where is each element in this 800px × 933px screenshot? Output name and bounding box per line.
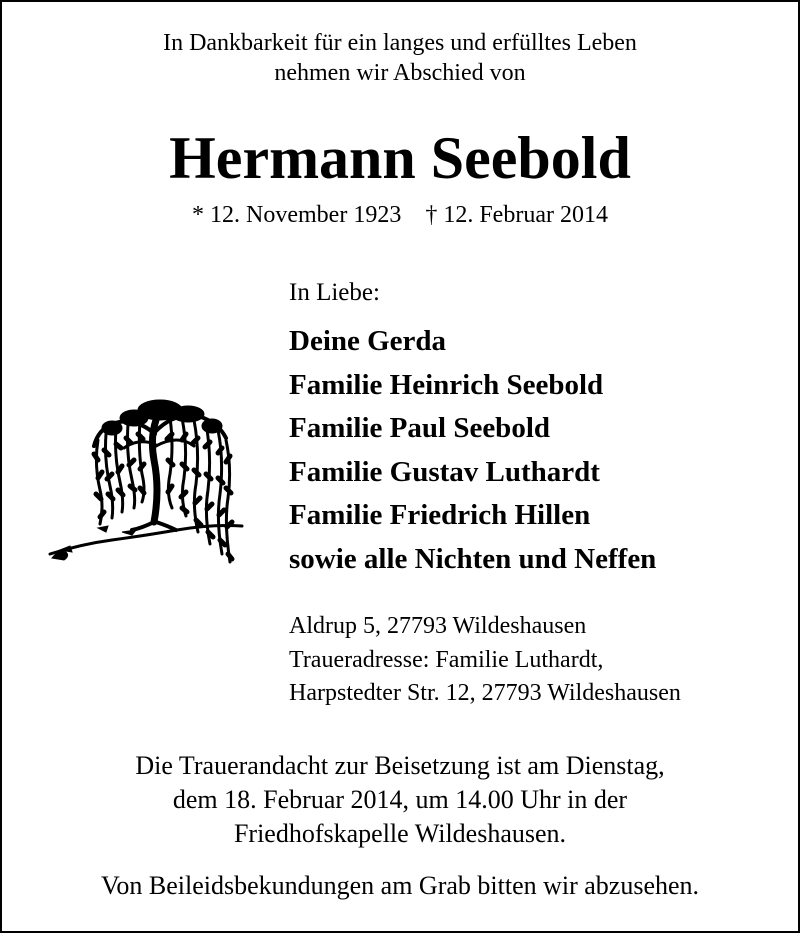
in-love-label: In Liebe: <box>289 279 380 306</box>
intro-text <box>2 28 798 88</box>
weeping-willow-icon <box>42 394 247 589</box>
mourner-item: Familie Heinrich Seebold <box>289 368 604 401</box>
service-line-3: Friedhofskapelle Wildeshausen. <box>233 819 567 848</box>
mourner-item: Familie Gustav Luthardt <box>289 455 600 488</box>
birth-date: * 12. November 1923 <box>192 202 402 228</box>
intro-line-1: In Dankbarkeit für ein langes und erfülltes Leben <box>163 30 637 56</box>
mourner-item: Familie Paul Seebold <box>289 412 550 444</box>
closing-note: Von Beileidsbekundungen am Grab bitten wir abzusehen. <box>100 871 700 900</box>
intro-line-2: nehmen wir Abschied von <box>274 60 526 86</box>
mourners-list <box>289 320 656 581</box>
death-date: † 12. Februar 2014 <box>425 202 608 228</box>
address-line-2: Traueradresse: Familie Luthardt, <box>289 646 604 673</box>
deceased-name: Hermann Seebold <box>169 125 631 191</box>
address-line-1: Aldrup 5, 27793 Wildeshausen <box>289 613 587 639</box>
service-line-1: Die Trauerandacht zur Beisetzung ist am Dienstag, <box>135 751 665 780</box>
address-line-3: Harpstedter Str. 12, 27793 Wildeshausen <box>289 680 681 706</box>
mourner-item: Deine Gerda <box>289 325 447 357</box>
mourner-item: sowie alle Nichten und Neffen <box>289 542 657 575</box>
life-dates <box>2 200 798 230</box>
service-line-2: dem 18. Februar 2014, um 14.00 Uhr in der <box>172 785 628 814</box>
service-info <box>2 749 798 851</box>
mourner-item: Familie Friedrich Hillen <box>289 499 591 531</box>
address-block <box>289 610 681 711</box>
